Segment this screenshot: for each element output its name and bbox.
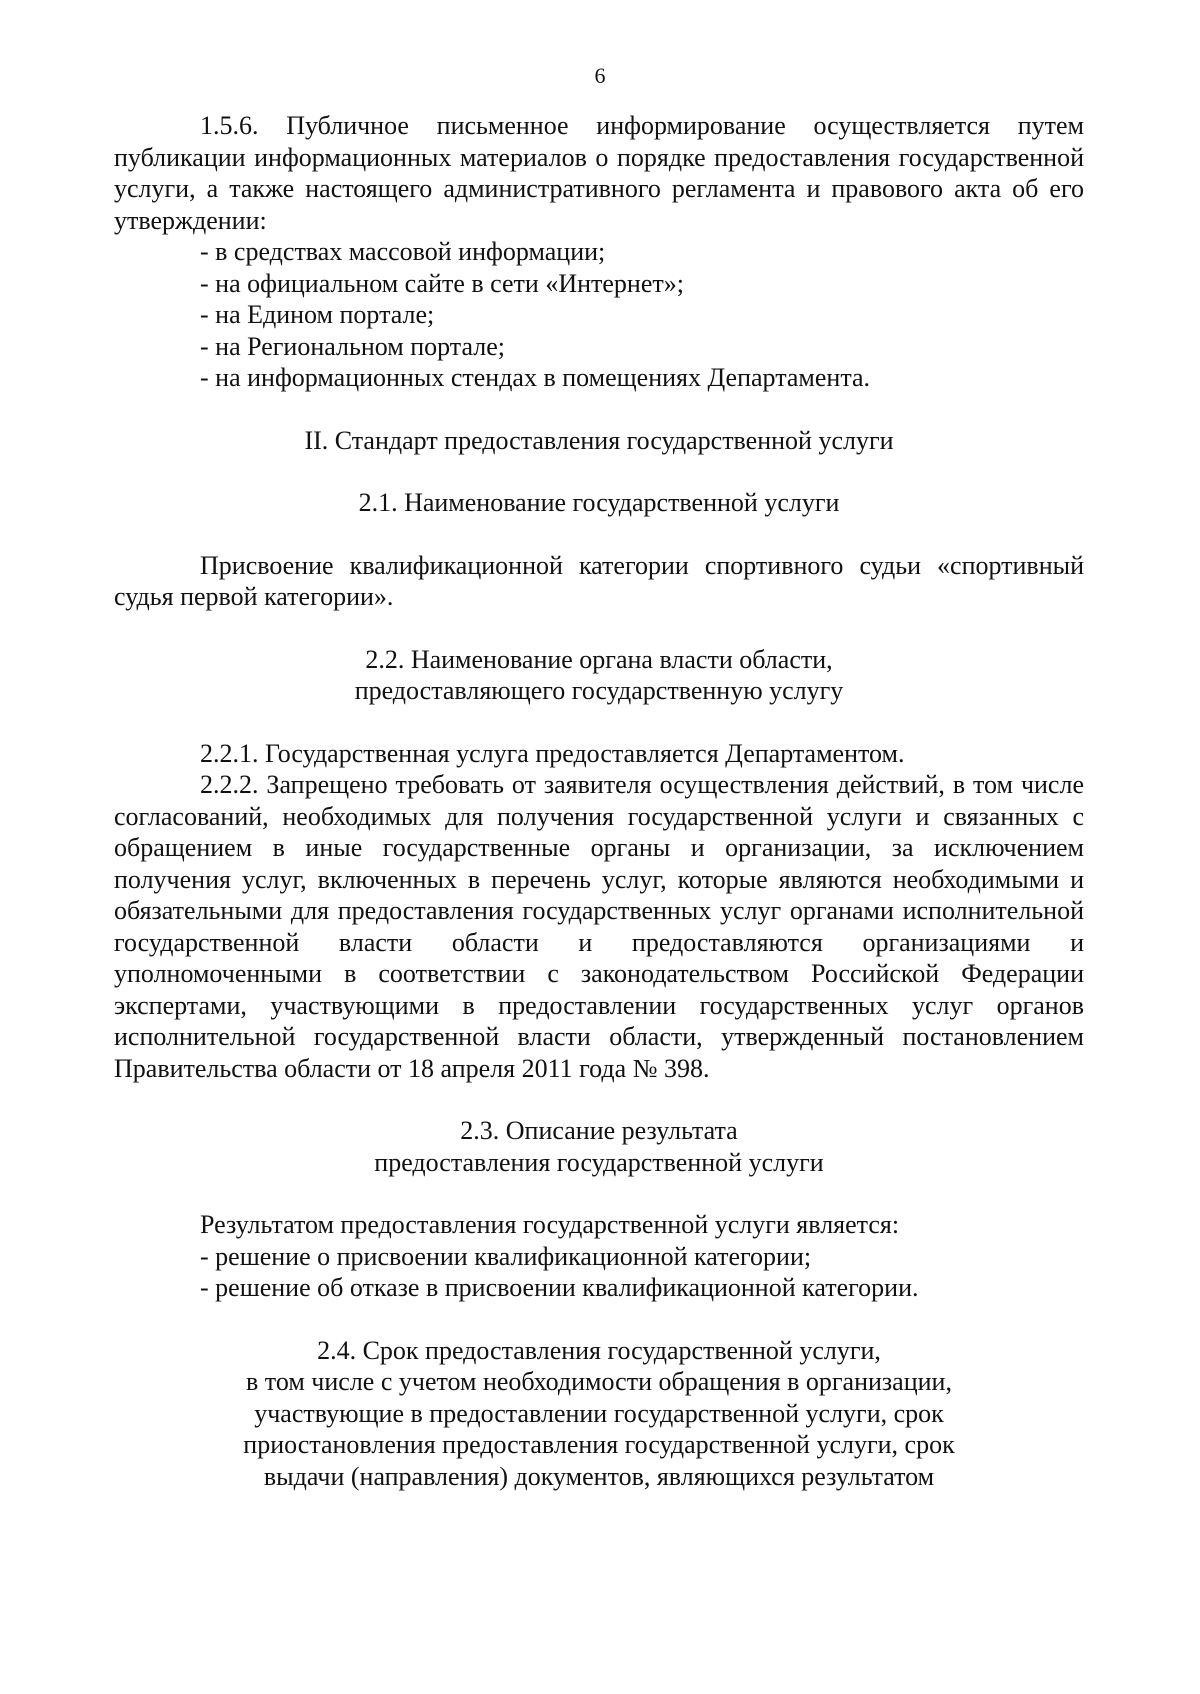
paragraph-2-3: Результатом предоставления государственной услуги является:: [200, 1210, 900, 1239]
section-heading-2-4-line-2: в том числе с учетом необходимости обращения в организации,: [246, 1367, 952, 1396]
list-item: - на Едином портале;: [200, 300, 435, 329]
paragraph-2-2-2: 2.2.2. Запрещено требовать от заявителя осуществления действий, в том числе согласований, необходимых для получения государственной услуги и связанных с обращением в иные государственные органы и организации, за исключением получения услуг, включенных в перечень услуг, которые являются необходимыми и обязательными для предоставления государственных услуг органами исполнительной государственной власти области и предоставляются организациями и уполномоченными в соответствии с законодательством Российской Федерации экспертами, участвующими в предоставлении государственных услуг органов исполнительной государственной власти области, утвержденный постановлением Правительства области от 18 апреля 2011 года № 398.: [114, 770, 1084, 1083]
section-heading-2-4-line-1: 2.4. Срок предоставления государственной услуги,: [317, 1335, 881, 1365]
section-heading-2-4-line-4: приостановления предоставления государственной услуги, срок: [243, 1430, 955, 1459]
section-heading-2-4-line-5: выдачи (направления) документов, являющихся результатом: [263, 1461, 935, 1491]
list-item: - на Региональном портале;: [200, 331, 505, 361]
section-heading-2-2-line-1: 2.2. Наименование органа власти области,: [365, 644, 833, 674]
list-item: - в средствах массовой информации;: [200, 237, 606, 266]
section-heading-ii: II. Стандарт предоставления государственной услуги: [304, 425, 894, 455]
paragraph-1-5-6: 1.5.6. Публичное письменное информирование осуществляется путем публикации информационных материалов о порядке предоставления государственной услуги, а также настоящего административного регламента и правового акта об его утверждении:: [114, 111, 1084, 235]
document-body: [114, 110, 1084, 1492]
page-number: 6: [594, 63, 606, 88]
section-heading-2-1: 2.1. Наименование государственной услуги: [358, 488, 840, 517]
list-item: - решение о присвоении квалификационной категории;: [200, 1241, 812, 1271]
list-item: - на информационных стендах в помещениях Департамента.: [200, 363, 871, 392]
list-item: - решение об отказе в присвоении квалификационной категории.: [200, 1273, 919, 1302]
list-item: - на официальном сайте в сети «Интернет»;: [200, 268, 684, 298]
section-heading-2-2-line-2: предоставляющего государственную услугу: [354, 676, 844, 705]
paragraph-2-1: Присвоение квалификационной категории спортивного судьи «спортивный судья первой категории».: [114, 550, 1084, 611]
section-heading-2-4-line-3: участвующие в предоставлении государственной услуги, срок: [254, 1398, 944, 1428]
section-heading-2-3-line-1: 2.3. Описание результата: [460, 1116, 738, 1145]
section-heading-2-3-line-2: предоставления государственной услуги: [374, 1147, 824, 1177]
paragraph-2-2-1: 2.2.1. Государственная услуга предоставляется Департаментом.: [200, 738, 905, 768]
